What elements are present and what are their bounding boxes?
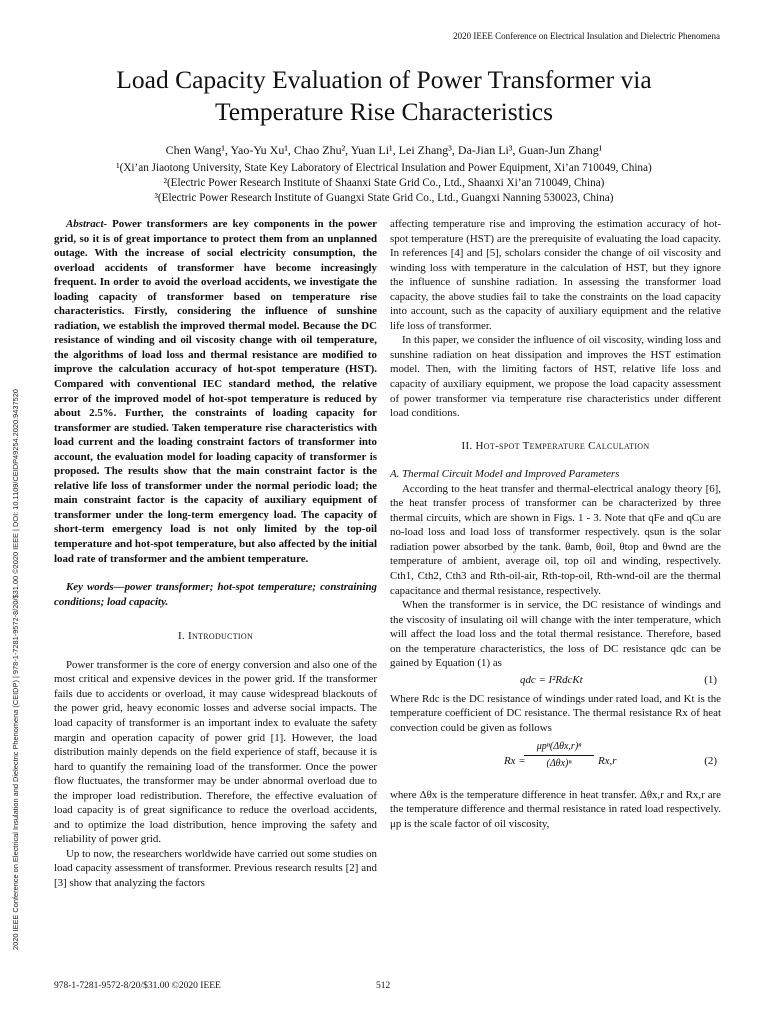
right-paragraph-2: In this paper, we consider the influence of oil viscosity, winding loss and sunshine radiation on heat dissipation and improves the HST estimation model. Then, with the limiting factors of HST, relative life loss and capacity of auxiliary equipment, we propose the load capacity assessment of power transformer via temperature rise characteristics under different load conditions.: [390, 334, 721, 420]
left-column: [54, 217, 377, 891]
right-paragraph-3: According to the heat transfer and thermal-electrical analogy theory [6], the heat transfer process of transformer can be characterized by three thermal circuits, which are shown in Figs. 1 - 3. Note that qFe and qCu are no-load loss and load loss of transformer respectively. qsun is the solar radiation power absorbed by the tank. θamb, θoil, θtop and θwnd are the temperature of ambient, average oil, top oil and winding, respectively. Cth1, Cth2, Cth3 and Rth-oil-air, Rth-top-oil, Rth-wnd-oil are the thermal capacitance and thermal resistance, respectively.: [390, 482, 721, 597]
equation-2: [390, 740, 721, 784]
footer-copyright: 978-1-7281-9572-8/20/$31.00 ©2020 IEEE: [54, 981, 221, 991]
affiliation-list: [40, 161, 728, 206]
section-heading-introduction: I. Introduction: [177, 630, 254, 643]
right-paragraph-1: affecting temperature rise and improving the estimation accuracy of hot-spot temperature (HST) are the prerequisite of evaluating the load capacity. In references [4] and [5], scholars consider the change of oil viscosity and winding loss with temperature in the calculation of HST, but they ignore the influence of sunshine radiation. In assessing the transformer load capacity, the above studies fail to take the constraints on the load capacity into account, such as the capacity of auxiliary equipment and the relative life loss of transformer.: [390, 218, 721, 332]
paper-title: [40, 64, 728, 128]
abstract-label: Abstract-: [66, 218, 108, 230]
affiliation-3: ³(Electric Power Research Institute of Guangxi State Grid Co., Ltd., Guangxi Nanning 530023, China): [154, 192, 614, 204]
author-list: Chen Wang¹, Yao-Yu Xu¹, Chao Zhu², Yuan Li¹, Lei Zhang³, Da-Jian Li³, Guan-Jun Zhang¹: [165, 143, 603, 157]
intro-paragraph-2: Up to now, the researchers worldwide have carried out some studies on load capacity assessment of transformer. Previous research results [2] and [3] show that analyzing the factors: [54, 847, 377, 889]
section-heading-hst: II. Hot-spot Temperature Calculation: [461, 439, 650, 452]
equation-2-number: (2): [704, 754, 717, 767]
equation-2-denominator: (Δθx)ⁿ: [546, 758, 572, 770]
title-line-1: Load Capacity Evaluation of Power Transformer via: [116, 65, 652, 94]
right-paragraph-6: where Δθx is the temperature difference in heat transfer. Δθx,r and Rx,r are the temperature difference and thermal resistance in rated load respectively. μp is the scale factor of oil viscosity,: [390, 788, 721, 830]
side-identifier-text: 2020 IEEE Conference on Electrical Insulation and Dielectric Phenomena (CEIDP) | 978-1-7281-9572-8/20/$31.00 ©2020 IEEE | DOI: 10.1109/CEIDP49254.2020.9437520: [11, 389, 20, 950]
side-identifier-strip: [8, 290, 24, 990]
abstract-text: Power transformers are key components in the power grid, so it is of great importance to protect them from an unplanned outage. With the increase of social electricity consumption, the overload accidents of transformer have become increasingly frequent. In order to avoid the overload accidents, we investigate the loading capacity of transformer based on temperature rise characteristics. Firstly, considering the influence of sunshine radiation, we establish the improved thermal model. Because the DC resistance of winding and oil viscosity change with oil temperature, the algorithms of load loss and thermal resistance are modified to improve the calculation accuracy of hot-spot temperature (HST). Compared with conventional IEC standard method, the relative error of the improved model of hot-spot temperature is reduced by about 2.5%. Further, the constraints of loading capacity for transformer are studied. Taken temperature rise characteristics with load current and the loading constraint factors of transformer into account, the evaluation model for loading capacity of transformer is proposed. The results show that the main constraint factor is the relative life loss of transformer under the normal periodic load; the main constraint factor is the capacity of auxiliary equipment of transformer under the long-term emergency load. The capacity of short-term emergency load is not only limited by the top-oil temperature and hot-spot temperature, but also affected by the initial load rate of transformer and the ambient temperature.: [54, 218, 377, 565]
affiliation-2: ²(Electric Power Research Institute of Shaanxi State Grid Co., Ltd., Shaanxi Xi’an 710049, China): [163, 177, 605, 189]
equation-1-number: (1): [704, 673, 717, 686]
affiliation-1: ¹(Xi’an Jiaotong University, State Key Laboratory of Electrical Insulation and Power Equipment, Xi’an 710049, China): [116, 162, 652, 174]
equation-2-rhs: Rx,r: [598, 754, 617, 767]
conference-header: 2020 IEEE Conference on Electrical Insulation and Dielectric Phenomena: [453, 31, 720, 41]
right-paragraph-5: Where Rdc is the DC resistance of windings under rated load, and Kt is the temperature coefficient of DC resistance. The thermal resistance Rx of heat convection could be given as follows: [390, 692, 721, 734]
subsection-heading-a: A. Thermal Circuit Model and Improved Parameters: [390, 468, 620, 481]
keywords: Key words—power transformer; hot-spot temperature; constraining conditions; load capacity.: [54, 581, 377, 608]
title-line-2: Temperature Rise Characteristics: [214, 97, 554, 126]
equation-2-fraction: [524, 740, 594, 772]
equation-1: [390, 672, 721, 690]
intro-paragraph-1: Power transformer is the core of energy conversion and also one of the most critical and expensive devices in the power grid. If the transformer fails due to accidents or overload, it may cause widespread blackouts of the power grid, heavy economic losses and adverse social impacts. The load capacity of transformer is an important index to evaluate the safety margin and operation capacity of power grid [1]. However, the load distribution mainly depends on the field experience of staff, because it is hard to quantify the remaining load of the transformer. Once the power flow fluctuates, the transformer may be under abnormal overload due to the improper load redistribution. Therefore, the effective evaluation of load capacity is of great significance to reduce the overload accidents, and to optimize the load distribution, hence improving the safety and reliability of power grid.: [54, 658, 377, 846]
equation-1-body: qdc = I²RdcKt: [520, 673, 583, 686]
right-paragraph-4: When the transformer is in service, the DC resistance of windings and the viscosity of insulating oil will change with the inter temperature, which will affect the load loss and the total thermal resistance. Therefore, based on the temperature characteristics, the loss of DC resistance qdc can be gained by Equation (1) as: [390, 599, 721, 670]
equation-2-numerator: μpⁿ(Δθx,r)ⁿ: [524, 740, 594, 757]
abstract: [54, 217, 377, 566]
equation-2-lhs: Rx =: [504, 754, 526, 767]
page-number: 512: [376, 981, 391, 991]
right-column: [390, 217, 721, 831]
